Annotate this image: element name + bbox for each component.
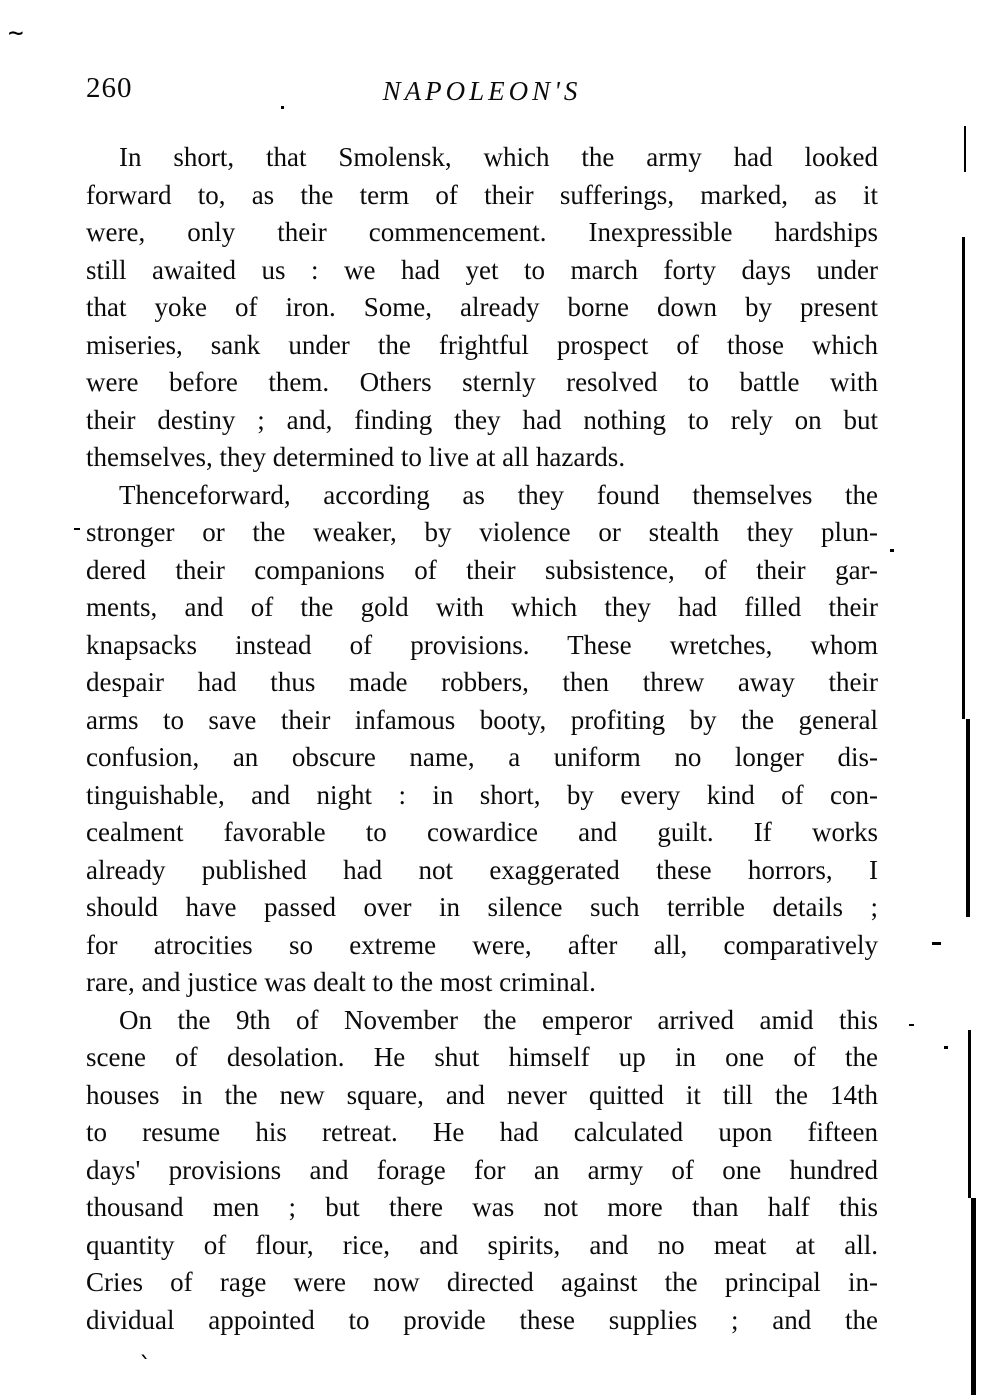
text-line: themselves, they determined to live at all hazards.: [86, 442, 626, 472]
text-line: thousand men ; but there was not more than half this: [86, 1192, 878, 1222]
text-line: confusion, an obscure name, a uniform no longer dis-: [86, 742, 878, 772]
text-line: rare, and justice was dealt to the most criminal.: [86, 967, 596, 997]
scan-binding-line: [964, 126, 966, 172]
page-body: [86, 139, 878, 1339]
scan-dot: [890, 549, 894, 552]
text-line: houses in the new square, and never quitted it till the 14th: [86, 1079, 878, 1110]
text-line: dered their companions of their subsistence, of their gar-: [86, 554, 878, 585]
page-number: 260: [86, 72, 133, 104]
text-line: In short, that Smolensk, which the army had looked: [119, 142, 878, 172]
text-line: ments, and of the gold with which they had filled their: [86, 592, 878, 622]
scan-dot: [281, 106, 284, 109]
scan-binding-line: [962, 237, 965, 719]
scan-dot: [944, 1046, 948, 1049]
text-line: arms to save their infamous booty, profiting by the general: [86, 704, 878, 735]
scan-binding-line: [966, 719, 970, 917]
text-line: to resume his retreat. He had calculated upon fifteen: [86, 1117, 878, 1147]
text-line: quantity of flour, rice, and spirits, and no meat at all.: [86, 1229, 878, 1260]
running-header: NAPOLEON'S: [382, 76, 582, 106]
text-line: dividual appointed to provide these supplies ; and the: [86, 1304, 878, 1335]
text-line: their destiny ; and, finding they had nothing to rely on but: [86, 404, 878, 435]
scan-binding-line: [971, 1198, 976, 1395]
text-line: tinguishable, and night : in short, by every kind of con-: [86, 779, 878, 810]
text-line: forward to, as the term of their sufferings, marked, as it: [86, 179, 878, 210]
text-line: knapsacks instead of provisions. These wretches, whom: [86, 629, 878, 660]
text-line: days' provisions and forage for an army of one hundred: [86, 1154, 878, 1185]
text-line: Cries of rage were now directed against the principal in-: [86, 1267, 878, 1297]
text-line: miseries, sank under the frightful prospect of those which: [86, 329, 878, 360]
text-line: for atrocities so extreme were, after all, comparatively: [86, 929, 878, 960]
scan-dash: [74, 528, 80, 530]
text-line: despair had thus made robbers, then threw away their: [86, 667, 878, 697]
text-line: were, only their commencement. Inexpressible hardships: [86, 217, 878, 247]
text-line: On the 9th of November the emperor arrived amid this: [119, 1004, 878, 1035]
text-line: that yoke of iron. Some, already borne down by present: [86, 292, 878, 322]
scan-dash: [909, 1024, 914, 1026]
text-line: still awaited us : we had yet to march forty days under: [86, 254, 878, 285]
scan-mark-tilde: ~: [8, 18, 24, 48]
scan-dash: [932, 942, 941, 945]
text-line: cealment favorable to cowardice and guilt. If works: [86, 817, 878, 847]
scan-binding-line: [968, 1030, 971, 1198]
text-line: scene of desolation. He shut himself up in one of the: [86, 1042, 878, 1072]
text-line: Thenceforward, according as they found themselves the: [119, 479, 878, 510]
text-line: should have passed over in silence such terrible details ;: [86, 892, 878, 922]
scan-mark-accent: `: [138, 1352, 153, 1380]
text-line: already published had not exaggerated these horrors, I: [86, 854, 878, 885]
text-line: were before them. Others sternly resolved to battle with: [86, 367, 878, 397]
text-line: stronger or the weaker, by violence or stealth they plun-: [86, 517, 878, 547]
